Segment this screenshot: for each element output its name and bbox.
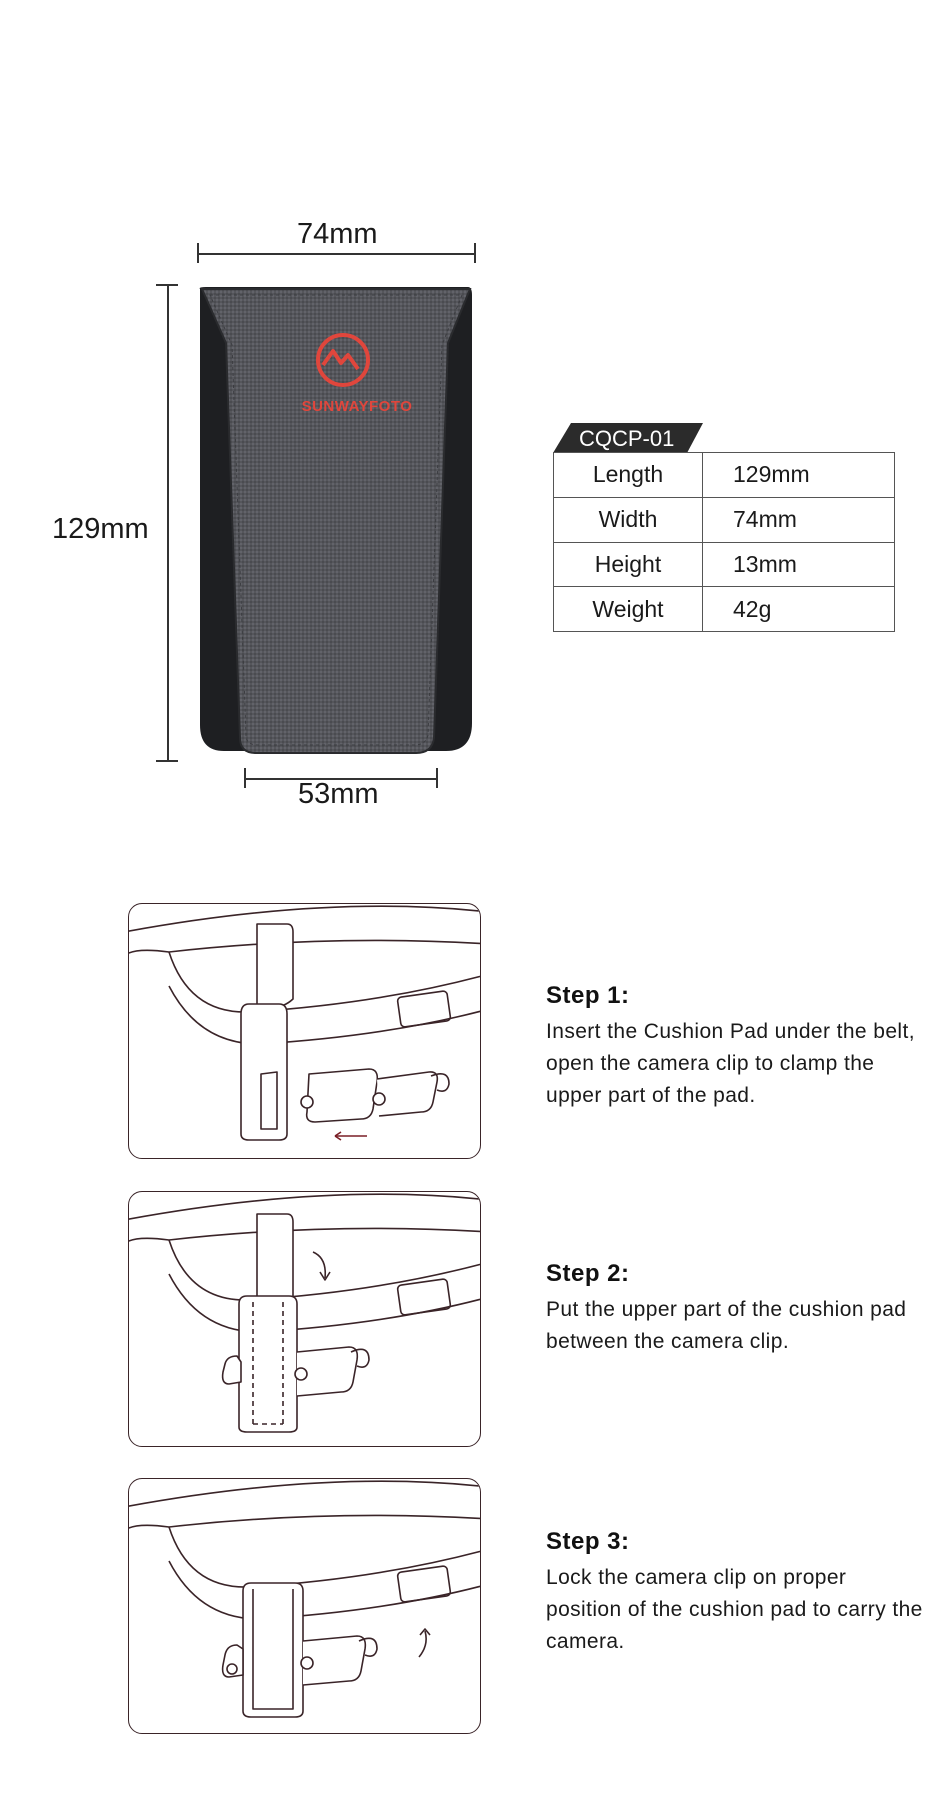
step-3-title: Step 3:: [546, 1528, 630, 1555]
width-bottom-tick-left: [244, 768, 246, 788]
spec-label: Height: [554, 542, 703, 587]
width-top-label: 74mm: [297, 218, 378, 250]
spec-row-width: [554, 497, 895, 542]
width-bottom-label: 53mm: [298, 778, 379, 810]
height-dimension-line: [167, 285, 169, 760]
spec-table: [553, 452, 895, 632]
width-bottom-tick-right: [436, 768, 438, 788]
step-2-description: Put the upper part of the cushion pad between the camera clip.: [546, 1298, 907, 1353]
step-2-text: [546, 1260, 926, 1358]
step-1-description: Insert the Cushion Pad under the belt, open the camera clip to clamp the upper part of the pad.: [546, 1020, 915, 1107]
model-label: CQCP-01: [579, 426, 675, 451]
spec-row-weight: [554, 587, 895, 632]
brand-logo-text: [282, 398, 432, 415]
step-3-description: Lock the camera clip on proper position of the cushion pad to carry the camera.: [546, 1566, 923, 1653]
cushion-pad-image: [196, 283, 474, 758]
spec-value: 74mm: [703, 497, 895, 542]
height-tick-top: [156, 284, 178, 286]
step-1-text: [546, 982, 926, 1112]
spec-value: 13mm: [703, 542, 895, 587]
width-top-dimension-line: [197, 253, 475, 255]
model-tag: [553, 423, 703, 453]
width-top-tick-left: [197, 243, 199, 263]
step-2-illustration: [128, 1191, 481, 1447]
height-label: 129mm: [52, 513, 149, 545]
spec-label: Length: [554, 453, 703, 498]
step-3-text: [546, 1528, 926, 1658]
spec-label: Weight: [554, 587, 703, 632]
height-tick-bottom: [156, 760, 178, 762]
width-top-tick-right: [474, 243, 476, 263]
spec-value: 129mm: [703, 453, 895, 498]
spec-row-height: [554, 542, 895, 587]
spec-row-length: [554, 453, 895, 498]
brand-logo-label: SUNWAYFOTO: [301, 398, 413, 415]
spec-value: 42g: [703, 587, 895, 632]
step-2-title: Step 2:: [546, 1260, 630, 1287]
step-1-title: Step 1:: [546, 982, 630, 1009]
spec-label: Width: [554, 497, 703, 542]
step-1-illustration: [128, 903, 481, 1159]
step-3-illustration: [128, 1478, 481, 1734]
